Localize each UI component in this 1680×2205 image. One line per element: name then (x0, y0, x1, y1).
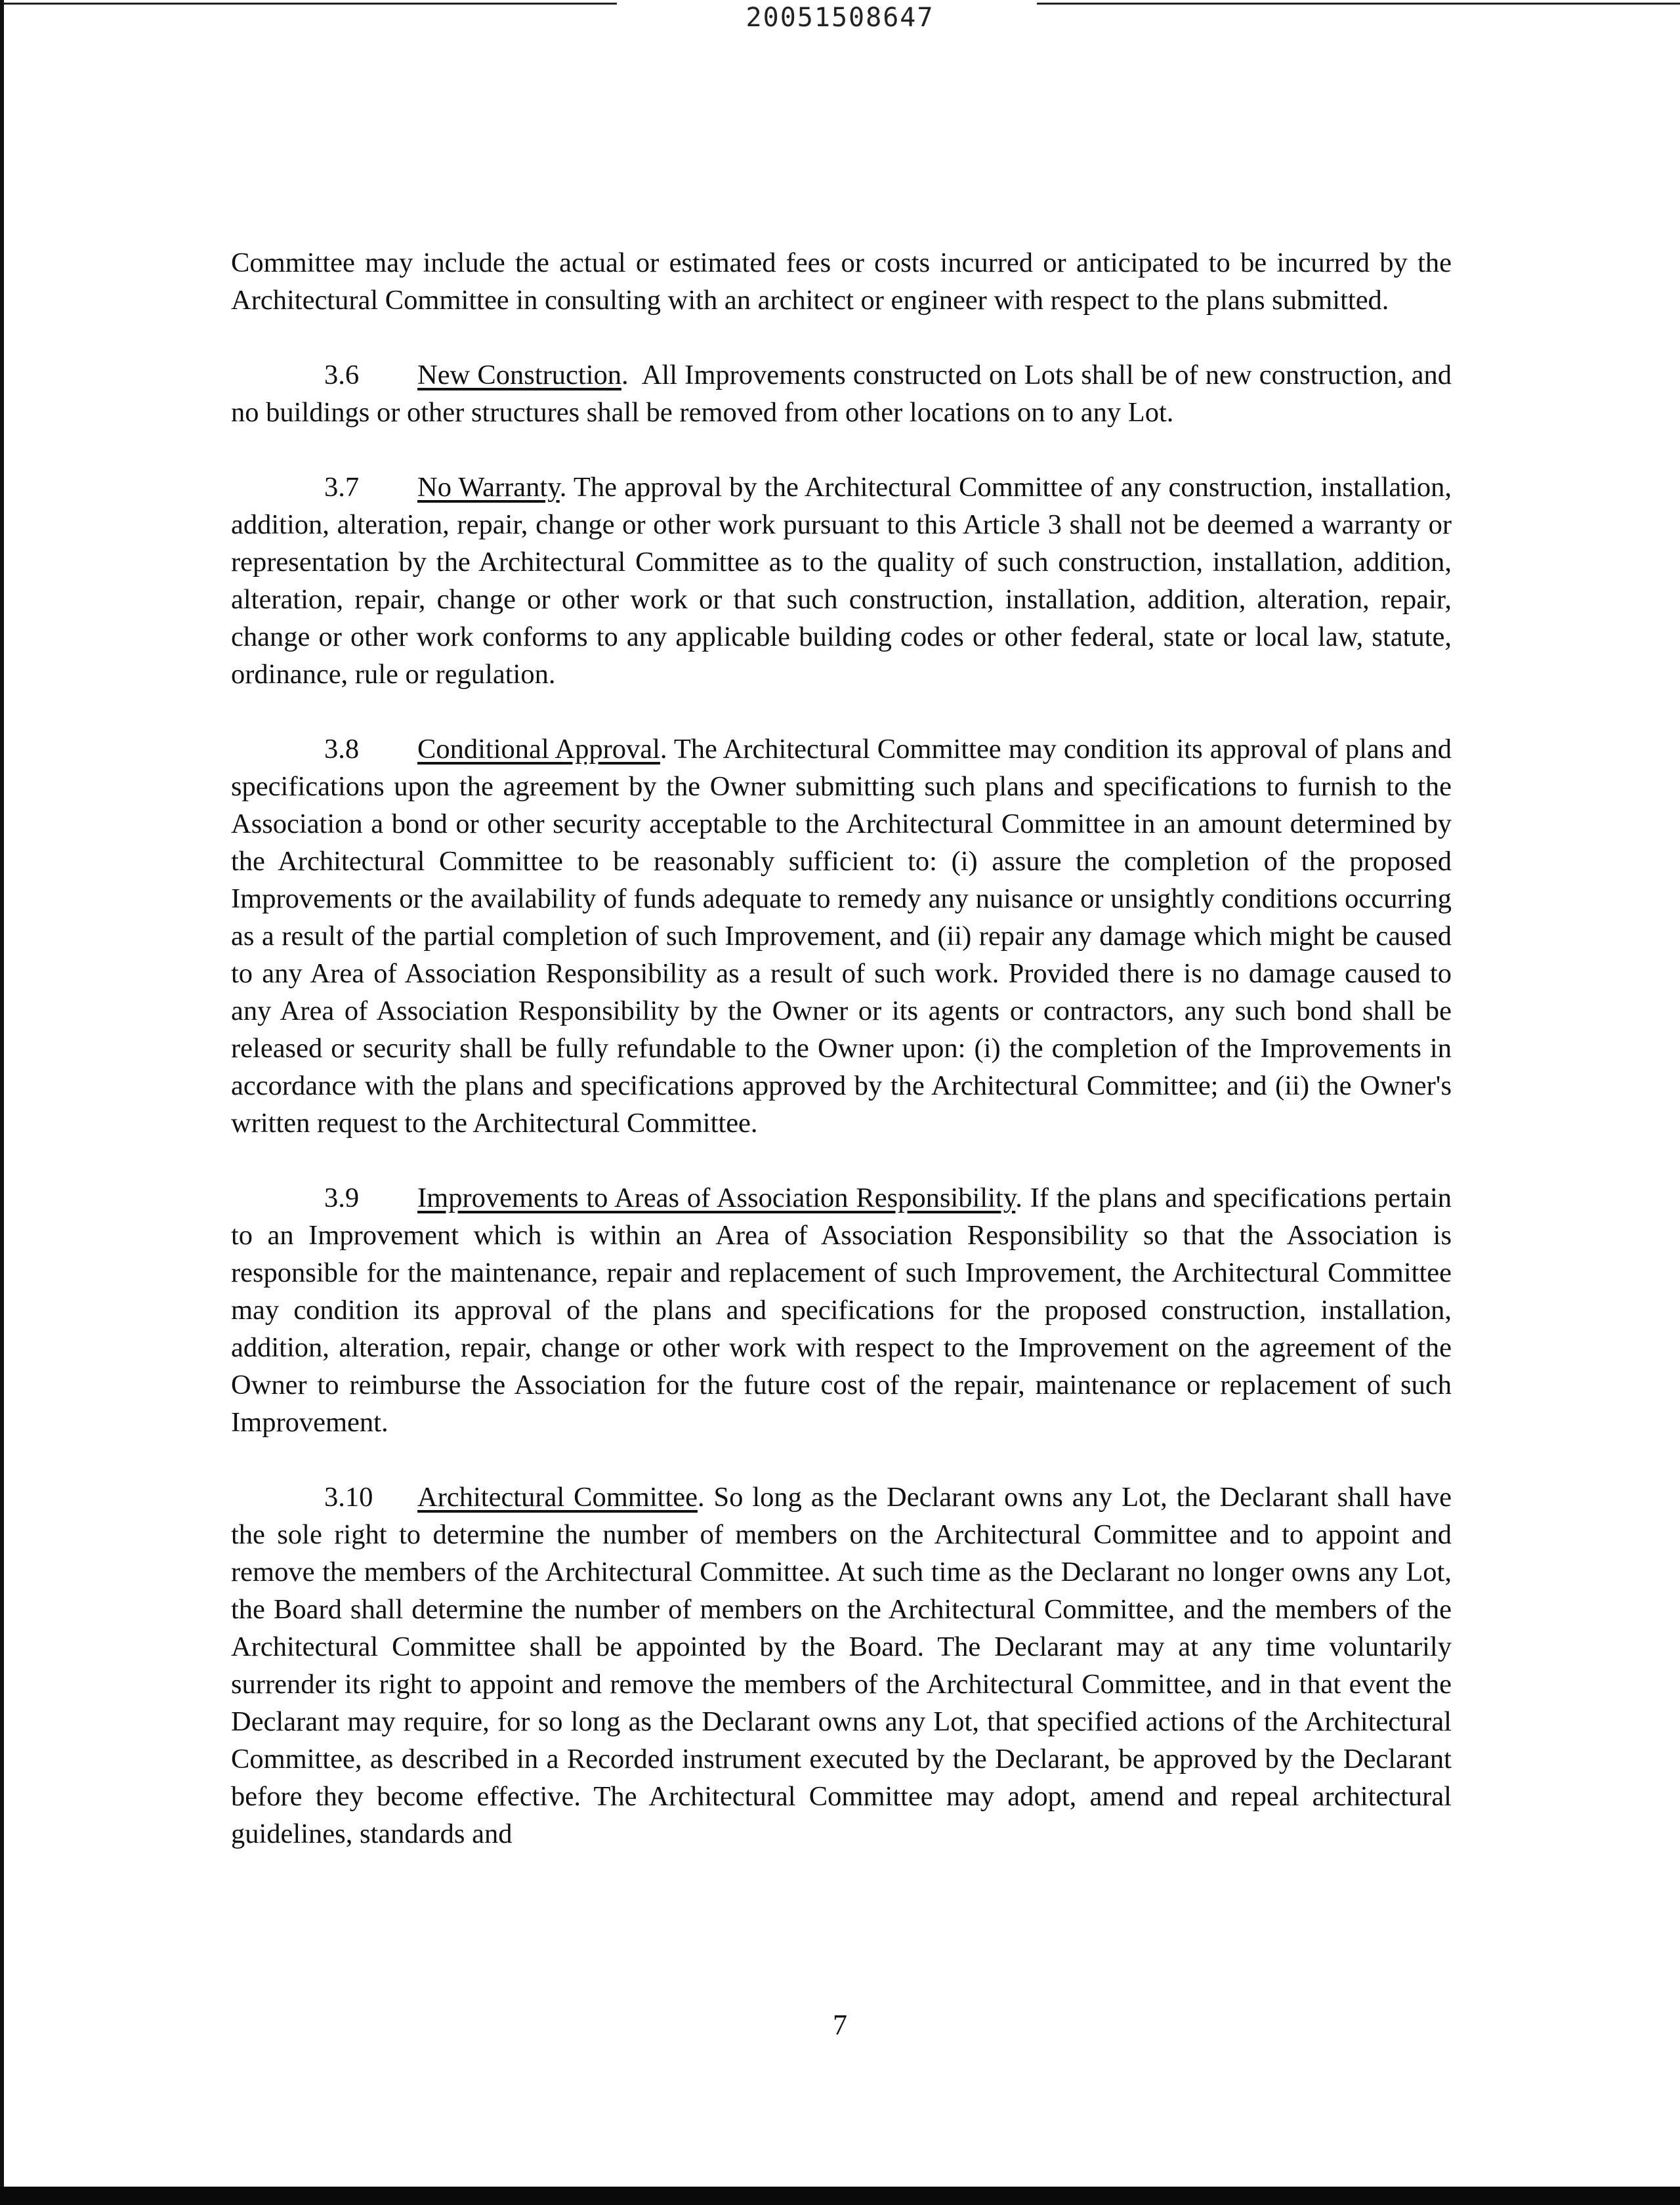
section-number: 3.7 (324, 472, 360, 503)
section-3-7: 3.7 No Warranty. The approval by the Architectural Committee of any construction, installation, addition, alteration, repair, change or other work pursuant to this Article 3 shall not be deemed a warranty or representation by the Architectural Committee as to the quality of such construction, installation, addition, alteration, repair, change or other work or that such construction, installation, addition, alteration, repair, change or other work conforms to any applicable building codes or other federal, state or local law, statute, ordinance, rule or regulation. (231, 469, 1452, 693)
section-3-8: 3.8 Conditional Approval. The Architectural Committee may condition its approval of plans and specifications upon the agreement by the Owner submitting such plans and specifications to furnish to the Association a bond or other security acceptable to the Architectural Committee in an amount determined by the Architectural Committee to be reasonably sufficient to: (i) assure the completion of the proposed Improvements or the availability of funds adequate to remedy any nuisance or unsightly conditions occurring as a result of the partial completion of such Improvement, and (ii) repair any damage which might be caused to any Area of Association Responsibility as a result of such work. Provided there is no damage caused to any Area of Association Responsibility by the Owner or its agents or contractors, any such bond shall be released or security shall be fully refundable to the Owner upon: (i) the completion of the Improvements in accordance with the plans and specifications approved by the Architectural Committee; and (ii) the Owner's written request to the Architectural Committee. (231, 730, 1452, 1142)
document-number: 20051508647 (746, 3, 934, 33)
section-title: No Warranty (417, 472, 560, 503)
section-number: 3.6 (324, 360, 360, 390)
intro-paragraph: Committee may include the actual or estimated fees or costs incurred or anticipated to be incurred by the Architectural Committee in consulting with an architect or engineer with respect to the plans submitted. (231, 247, 1452, 316)
section-3-6: 3.6 New Construction. All Improvements constructed on Lots shall be of new construction, and no buildings or other structures shall be removed from other locations on to any Lot. (231, 356, 1452, 431)
page-number: 7 (833, 2009, 847, 2041)
section-3-9: 3.9 Improvements to Areas of Association Responsibility. If the plans and specifications pertain to an Improvement which is within an Area of Association Responsibility so that the Association is responsible for the maintenance, repair and replacement of such Improvement, the Architectural Committee may condition its approval of the plans and specifications for the proposed construction, installation, addition, alteration, repair, change or other work with respect to the Improvement on the agreement of the Owner to reimburse the Association for the future cost of the repair, maintenance or replacement of such Improvement. (231, 1179, 1452, 1441)
section-number: 3.10 (324, 1482, 373, 1513)
section-3-10: 3.10 Architectural Committee. So long as the Declarant owns any Lot, the Declarant shall have the sole right to determine the number of members on the Architectural Committee and to appoint and remove the members of the Architectural Committee. At such time as the Declarant no longer owns any Lot, the Board shall determine the number of members on the Architectural Committee, and the members of the Architectural Committee shall be appointed by the Board. The Declarant may at any time voluntarily surrender its right to appoint and remove the members of the Architectural Committee, and in that event the Declarant may require, for so long as the Declarant owns any Lot, that specified actions of the Architectural Committee, as described in a Recorded instrument executed by the Declarant, be approved by the Declarant before they become effective. The Architectural Committee may adopt, amend and repeal architectural guidelines, standards and (231, 1479, 1452, 1853)
scan-left-border (0, 0, 4, 2205)
section-text: All Improvements constructed on Lots shall be of new construction, and no buildings or other structures shall be removed from other locations on to any Lot. (231, 360, 1452, 428)
section-text: The Architectural Committee may condition its approval of plans and specifications upon the agreement by the Owner submitting such plans and specifications to furnish to the Association a bond or other security acceptable to the Architectural Committee in an amount determined by the Architectural Committee to be reasonably sufficient to: (i) assure the completion of the proposed Improvements or the availability of funds adequate to remedy any nuisance or unsightly conditions occurring as a result of the partial completion of such Improvement, and (ii) repair any damage which might be caused to any Area of Association Responsibility as a result of such work. Provided there is no damage caused to any Area of Association Responsibility by the Owner or its agents or contractors, any such bond shall be released or security shall be fully refundable to the Owner upon: (i) the completion of the Improvements in accordance with the plans and specifications approved by the Architectural Committee; and (ii) the Owner's written request to the Architectural Committee. (231, 734, 1452, 1139)
section-title: New Construction (417, 360, 622, 390)
section-number: 3.8 (324, 734, 360, 765)
section-title: Conditional Approval (417, 734, 660, 765)
section-title: Improvements to Areas of Association Responsibility (417, 1183, 1016, 1213)
section-text: The approval by the Architectural Committee of any construction, installation, addition, alteration, repair, change or other work pursuant to this Article 3 shall not be deemed a warranty or representation by the Architectural Committee as to the quality of such construction, installation, addition, alteration, repair, change or other work or that such construction, installation, addition, alteration, repair, change or other work conforms to any applicable building codes or other federal, state or local law, statute, ordinance, rule or regulation. (231, 472, 1452, 690)
section-title: Architectural Committee (417, 1482, 698, 1513)
section-text: So long as the Declarant owns any Lot, the Declarant shall have the sole right to determine the number of members on the Architectural Committee and to appoint and remove the members of the Architectural Committee. At such time as the Declarant no longer owns any Lot, the Board shall determine the number of members on the Architectural Committee, and the members of the Architectural Committee shall be appointed by the Board. The Declarant may at any time voluntarily surrender its right to appoint and remove the members of the Architectural Committee, and in that event the Declarant may require, for so long as the Declarant owns any Lot, that specified actions of the Architectural Committee, as described in a Recorded instrument executed by the Declarant, be approved by the Declarant before they become effective. The Architectural Committee may adopt, amend and repeal architectural guidelines, standards and (231, 1482, 1452, 1849)
section-text: If the plans and specifications pertain to an Improvement which is within an Area of Association Responsibility so that the Association is responsible for the maintenance, repair and replacement of such Improvement, the Architectural Committee may condition its approval of the plans and specifications for the proposed construction, installation, addition, alteration, repair, change or other work with respect to the Improvement on the agreement of the Owner to reimburse the Association for the future cost of the repair, maintenance or replacement of such Improvement. (231, 1183, 1452, 1438)
section-number: 3.9 (324, 1183, 360, 1213)
scan-bottom-border (0, 2187, 1680, 2205)
page-body (231, 244, 1452, 1890)
